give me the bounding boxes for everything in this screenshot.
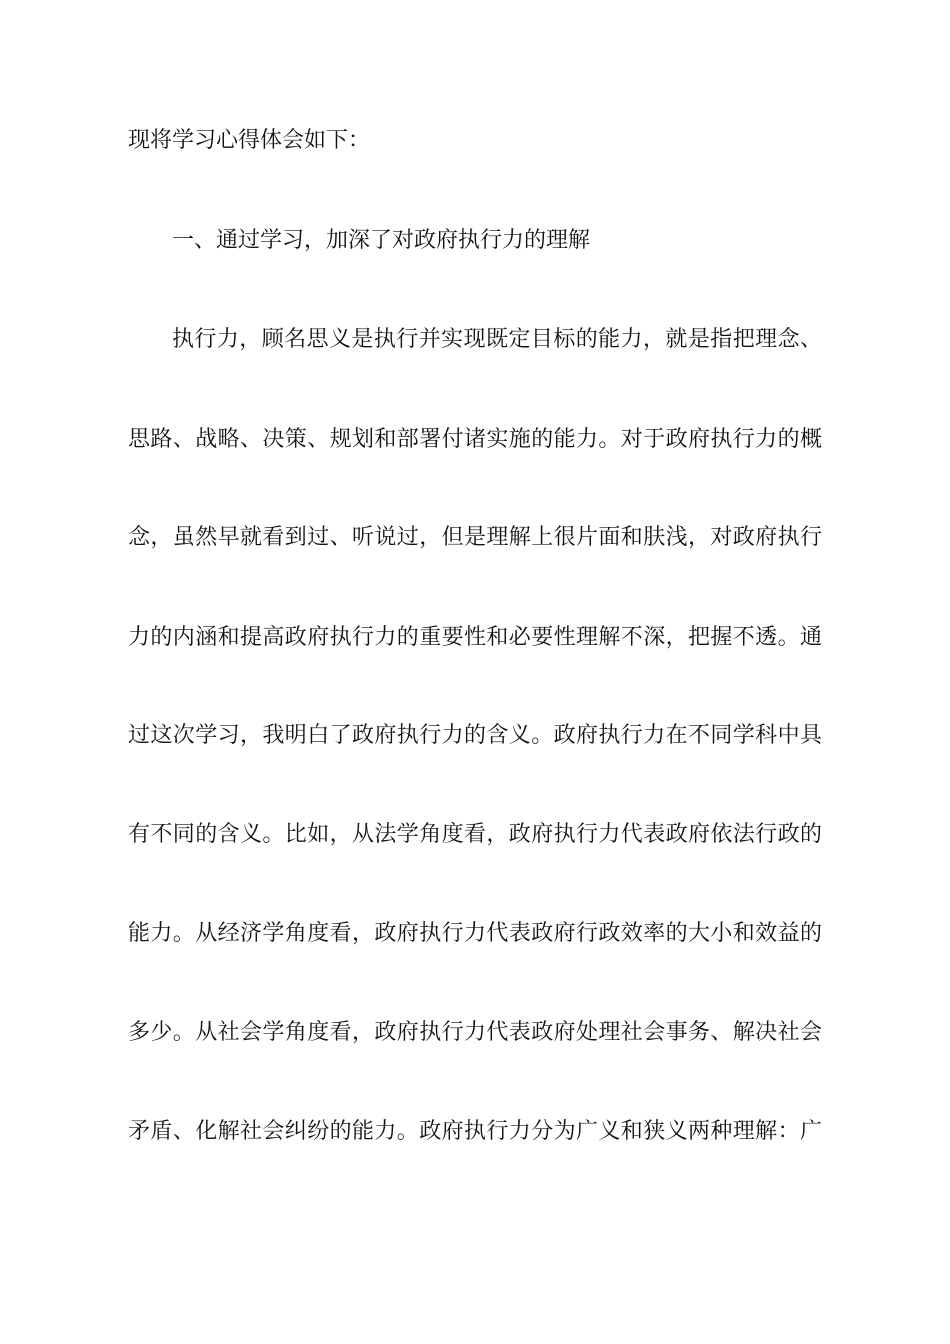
paragraph-line: 矛盾、化解社会纠纷的能力。政府执行力分为广义和狭义两种理解：广: [128, 1119, 822, 1144]
paragraph-line: 念，虽然早就看到过、听说过，但是理解上很片面和肤浅，对政府执行: [128, 525, 822, 550]
section-heading: 一、通过学习，加深了对政府执行力的理解: [172, 228, 591, 253]
paragraph-line: 过这次学习，我明白了政府执行力的含义。政府执行力在不同学科中具: [128, 723, 822, 748]
paragraph-line: 思路、战略、决策、规划和部署付诸实施的能力。对于政府执行力的概: [128, 427, 822, 452]
paragraph-line: 有不同的含义。比如，从法学角度看，政府执行力代表政府依法行政的: [128, 822, 822, 847]
intro-line: 现将学习心得体会如下：: [128, 128, 371, 153]
paragraph-line: 力的内涵和提高政府执行力的重要性和必要性理解不深，把握不透。通: [128, 625, 822, 650]
paragraph-line: 执行力，顾名思义是执行并实现既定目标的能力，就是指把理念、: [172, 327, 822, 352]
paragraph-line: 能力。从经济学角度看，政府执行力代表政府行政效率的大小和效益的: [128, 921, 822, 946]
paragraph-line: 多少。从社会学角度看，政府执行力代表政府处理社会事务、解决社会: [128, 1020, 822, 1045]
